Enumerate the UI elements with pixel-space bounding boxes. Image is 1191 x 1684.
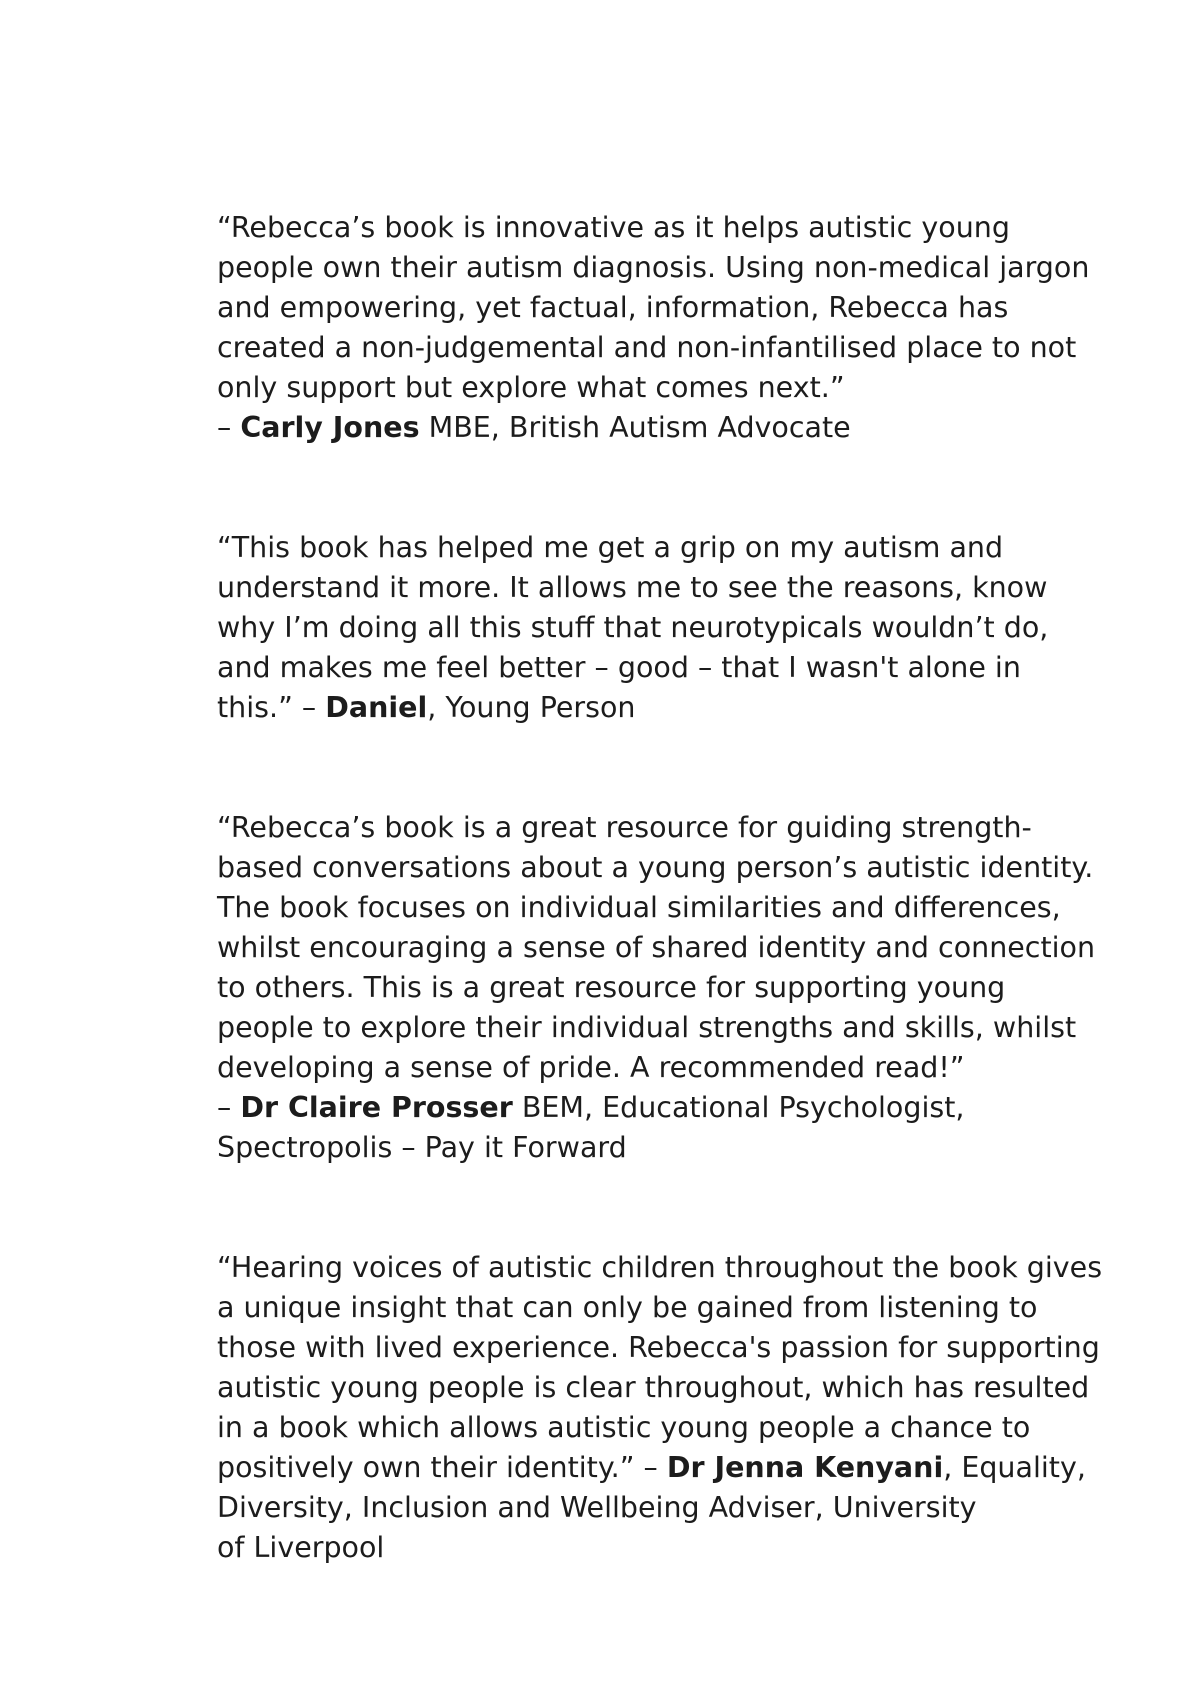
endorser-name: Dr Jenna Kenyani: [666, 1451, 944, 1484]
endorsement-claire-prosser: [217, 808, 1117, 1168]
endorser-role: BEM, Educational Psychologist,: [512, 1091, 965, 1124]
quote-line: to others. This is a great resource for supporting young: [217, 971, 1006, 1004]
quote-line: “Rebecca’s book is a great resource for guiding strength-: [217, 811, 1032, 844]
endorser-name: Daniel: [325, 691, 428, 724]
quote-line: and makes me feel better – good – that I wasn't alone in: [217, 651, 1021, 684]
endorsement-jenna-kenyani: [217, 1248, 1117, 1568]
quote-line: a unique insight that can only be gained from listening to: [217, 1291, 1038, 1324]
attribution-prefix: –: [217, 1091, 241, 1124]
endorsement-carly-jones: [217, 208, 1117, 448]
quote-line: “Rebecca’s book is innovative as it helps autistic young: [217, 211, 1010, 244]
endorser-name: Dr Claire Prosser: [240, 1091, 513, 1124]
attribution: [217, 688, 1117, 728]
endorser-role: , Young Person: [427, 691, 636, 724]
endorsements-list: [217, 208, 1117, 1568]
quote-line: and empowering, yet factual, information, Rebecca has: [217, 291, 1009, 324]
endorser-role-continued: of Liverpool: [217, 1531, 385, 1564]
quote-line: people to explore their individual strengths and skills, whilst: [217, 1011, 1077, 1044]
attribution: [217, 1088, 1117, 1128]
endorser-role: , Equality,: [943, 1451, 1086, 1484]
endorser-role-continued: Diversity, Inclusion and Wellbeing Adviser, University: [217, 1491, 977, 1524]
quote-line: people own their autism diagnosis. Using non-medical jargon: [217, 251, 1090, 284]
quote-line: created a non-judgemental and non-infantilised place to not: [217, 331, 1077, 364]
attribution-prefix: positively own their identity.” –: [217, 1451, 667, 1484]
attribution-prefix: –: [217, 411, 241, 444]
quote-line: developing a sense of pride. A recommended read!”: [217, 1051, 965, 1084]
quote-line: understand it more. It allows me to see the reasons, know: [217, 571, 1048, 604]
endorsement-daniel: [217, 528, 1117, 728]
quote-line: based conversations about a young person’s autistic identity.: [217, 851, 1094, 884]
quote-line: why I’m doing all this stuff that neurotypicals wouldn’t do,: [217, 611, 1049, 644]
endorser-role: MBE, British Autism Advocate: [419, 411, 851, 444]
attribution: [217, 1448, 1117, 1488]
endorser-role-continued: Spectropolis – Pay it Forward: [217, 1131, 627, 1164]
quote-line: autistic young people is clear throughout, which has resulted: [217, 1371, 1090, 1404]
quote-line: in a book which allows autistic young people a chance to: [217, 1411, 1031, 1444]
quote-line: The book focuses on individual similarities and differences,: [217, 891, 1061, 924]
quote-line: only support but explore what comes next.”: [217, 371, 845, 404]
quote-line: those with lived experience. Rebecca's passion for supporting: [217, 1331, 1100, 1364]
endorser-name: Carly Jones: [240, 411, 420, 444]
attribution-prefix: this.” –: [217, 691, 326, 724]
quote-line: whilst encouraging a sense of shared identity and connection: [217, 931, 1096, 964]
attribution: [217, 408, 1117, 448]
quote-line: “This book has helped me get a grip on my autism and: [217, 531, 1004, 564]
quote-line: “Hearing voices of autistic children throughout the book gives: [217, 1251, 1103, 1284]
